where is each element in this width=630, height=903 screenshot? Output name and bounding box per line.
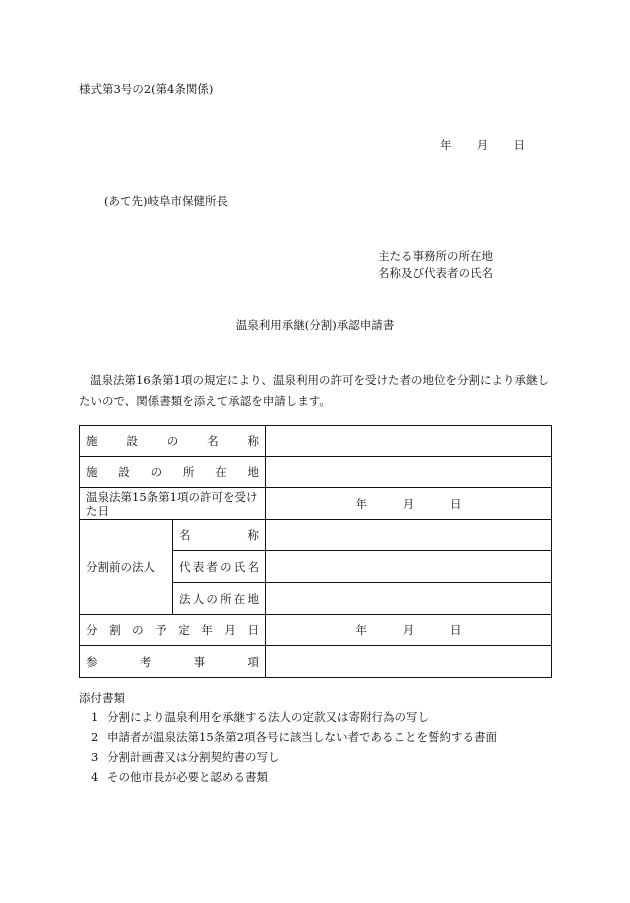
attachments-list: [91, 707, 497, 787]
row-facility-location: [80, 457, 552, 488]
label-sub-loc: 法 人 の 所 在 地: [173, 583, 266, 615]
value-sub-loc[interactable]: [266, 583, 552, 615]
form-number: 様式第3号の2(第4条関係): [79, 82, 214, 96]
list-item: 4 その他市長が必要と認める書類: [91, 770, 268, 784]
applicant-address-label: 主たる事務所の所在地: [378, 249, 493, 263]
row-split-date: [80, 615, 552, 646]
label-permit-date: 温泉法第15条第1項の許可を受けた日: [80, 488, 266, 520]
application-date: [440, 137, 525, 153]
list-item: 2 申請者が温泉法第15条第2項各号に該当しない者であることを誓約する書面: [91, 730, 497, 744]
value-permit-date[interactable]: 年 月 日: [266, 488, 552, 520]
applicant-block: [378, 248, 493, 282]
value-split-date[interactable]: 年 月 日: [266, 615, 552, 646]
row-permit-date: [80, 488, 552, 520]
value-sub-rep[interactable]: [266, 551, 552, 583]
row-reference: [80, 646, 552, 678]
day-label: 日: [513, 138, 525, 152]
document-title: 温泉利用承継(分割)承認申請書: [235, 318, 395, 332]
label-sub-rep: 代 表 者 の 氏 名: [173, 551, 266, 583]
addressee: (あて先)岐阜市保健所長: [104, 194, 228, 208]
label-sub-name: 名 称: [173, 520, 266, 551]
year-label: 年: [440, 138, 452, 152]
list-item: 1 分割により温泉利用を承継する法人の定款又は寄附行為の写し: [91, 710, 429, 724]
label-pre-split-corp: 分割前の法人: [80, 520, 173, 615]
row-sub-name: [80, 520, 552, 551]
applicant-name-label: 名称及び代表者の氏名: [378, 266, 493, 280]
body-text: 温泉法第16条第1項の規定により、温泉利用の許可を受けた者の地位を分割により承継したいので、関係書類を添えて承認を申請します。: [79, 373, 549, 408]
list-item: 3 分割計画書又は分割契約書の写し: [91, 750, 280, 764]
value-reference[interactable]: [266, 646, 552, 678]
row-facility-name: [80, 426, 552, 457]
label-reference: 参 考 事 項: [80, 646, 266, 678]
label-facility-name: 施 設 の 名 称: [80, 426, 266, 457]
label-facility-location: 施 設 の 所 在 地: [80, 457, 266, 488]
value-facility-location[interactable]: [266, 457, 552, 488]
attachments-title: 添付書類: [79, 691, 125, 705]
value-sub-name[interactable]: [266, 520, 552, 551]
label-split-date: 分 割 の 予 定 年 月 日: [80, 615, 266, 646]
value-facility-name[interactable]: [266, 426, 552, 457]
application-table: [79, 425, 552, 678]
month-label: 月: [476, 138, 489, 152]
